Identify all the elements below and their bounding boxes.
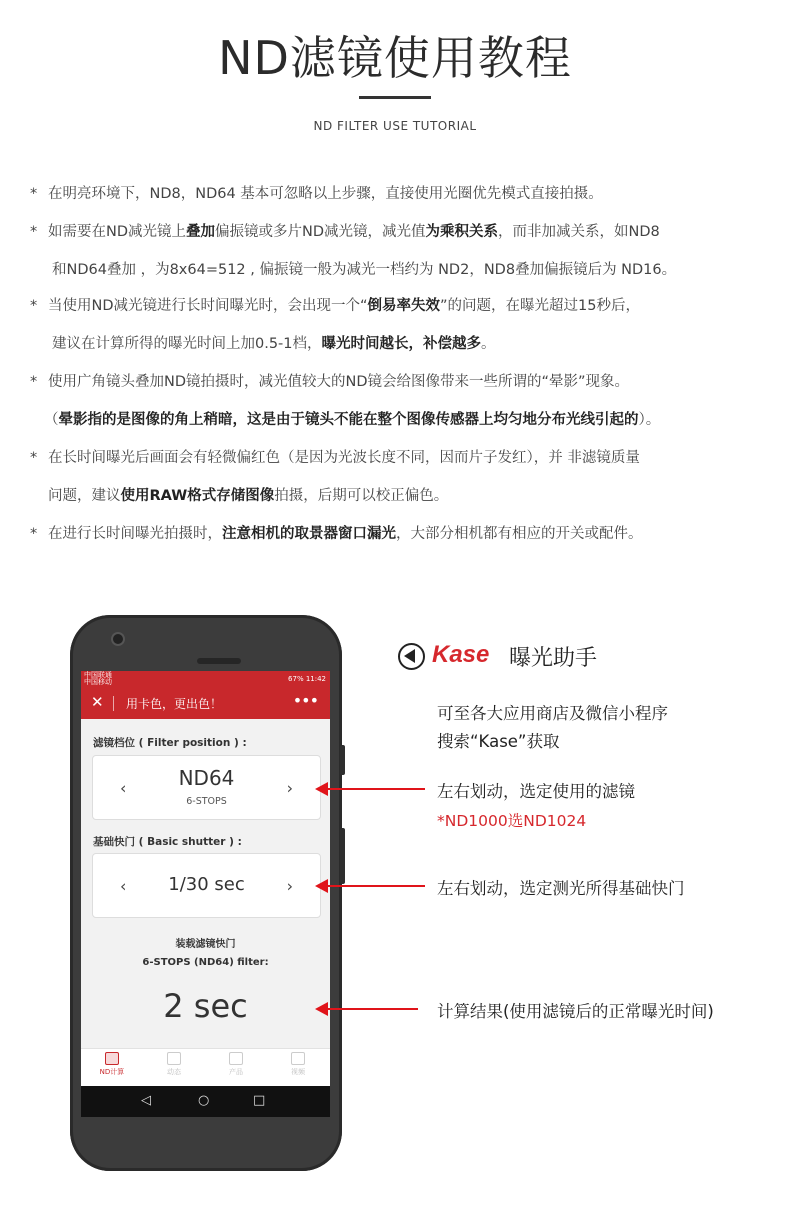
note-text: 在明亮环境下，ND8，ND64 基本可忽略以上步骤，直接使用光圈优先模式直接拍摄。 [48,186,603,202]
title-divider [359,96,431,99]
note-bold: 曝光时间越长，补偿越多 [321,336,482,352]
note-line [52,258,676,279]
note-text: 拍摄，后期可以校正偏色。 [274,488,449,504]
home-icon[interactable]: ○ [198,1093,210,1108]
speaker-grille [197,658,241,664]
availability-text: 可至各大应用商店及微信小程序 [437,704,668,723]
carrier-1: 中国联通 [84,671,112,679]
callout-filter: 左右划动，选定使用的滤镜 [437,782,635,801]
note-line [30,370,629,391]
page-subtitle: ND FILTER USE TUTORIAL [313,119,477,133]
video-icon [291,1052,305,1065]
note-bold: 为乘积关系 [425,224,499,240]
result-title: 装载滤镜快门 [175,939,236,950]
triangle-icon [404,649,415,663]
grid-icon [229,1052,243,1065]
note-line [30,446,640,467]
tab-video[interactable] [267,1052,329,1077]
note-line [52,332,496,353]
filter-selector[interactable] [92,755,321,820]
tab-label: ND计算 [99,1068,125,1076]
callout-filter-note: *ND1000选ND1024 [437,812,587,830]
back-icon[interactable]: ◁ [141,1093,151,1108]
filter-position-label: 滤镜档位 ( Filter position ) : [93,737,247,749]
note-bold: 晕影指的是图像的角上稍暗，这是由于镜头不能在整个图像传感器上均匀地分布光线引起的 [58,412,639,428]
tab-nd-calc[interactable] [81,1052,143,1077]
note-text: 和ND64叠加 ，为8x64=512 , 偏振镜一般为减光一档约为 ND2，ND8叠加偏振镜后为 ND16。 [52,262,677,278]
prev-filter-icon[interactable]: ‹ [120,778,127,797]
note-line [48,484,448,505]
shutter-selector[interactable] [92,853,321,918]
note-bold: 倒易率失效 [367,298,441,314]
phone-screen [81,671,330,1116]
tab-products[interactable] [205,1052,267,1077]
note-text: 偏振镜或多片ND减光镜，减光值 [215,224,426,240]
note-text: ）。 [638,412,661,428]
note-text: 在长时间曝光后画面会有轻微偏红色（是因为光波长度不同，因而片子发红），并 非滤镜质量 [48,450,640,466]
note-bold: 使用RAW格式存储图像 [120,488,275,504]
bullet-star: * [30,224,38,240]
note-bold: 注意相机的取景器窗口漏光 [222,526,396,542]
brand-subtitle: 曝光助手 [509,646,598,671]
note-text: 问题，建议 [48,488,121,504]
bullet-star: * [30,450,38,466]
note-text: 在进行长时间曝光拍摄时， [48,526,222,542]
arrow-filter [327,788,425,790]
page-title: ND滤镜使用教程 [218,31,572,85]
callout-result: 计算结果(使用滤镜后的正常曝光时间) [437,1002,714,1021]
note-text: 建议在计算所得的曝光时间上加0.5-1档， [52,336,322,352]
front-camera-icon [111,632,125,646]
note-text: ”的问题，在曝光超过15秒后， [440,298,640,314]
note-text: ，而非加减关系，如ND8 [498,224,660,240]
power-button [340,828,345,884]
tab-label: 产品 [229,1068,243,1076]
brand-logo-text: Kase [432,641,490,668]
android-nav-bar [81,1086,330,1117]
note-line [30,182,603,203]
more-icon[interactable]: ••• [292,691,318,710]
note-text: （ [44,412,59,428]
note-bold: 叠加 [186,224,216,240]
phone-mockup [70,615,342,1171]
result-filter-desc: 6-STOPS (ND64) filter: [142,957,269,968]
bottom-tab-bar [81,1048,330,1089]
app-header [81,687,330,719]
arrow-shutter [327,885,425,887]
status-bar [81,671,330,687]
tab-label: 视频 [291,1068,305,1076]
note-line [30,220,660,241]
note-text: 使用广角镜头叠加ND镜拍摄时，减光值较大的ND镜会给图像带来一些所谓的“晕影”现象。 [48,374,630,390]
basic-shutter-label: 基础快门 ( Basic shutter ) : [93,836,242,848]
prev-shutter-icon[interactable]: ‹ [120,876,127,895]
tab-label: 动态 [167,1068,181,1076]
arrow-result [327,1008,418,1010]
next-shutter-icon[interactable]: › [286,876,293,895]
next-filter-icon[interactable]: › [286,778,293,797]
header-divider [113,696,114,711]
note-text: ，大部分相机都有相应的开关或配件。 [396,526,643,542]
document-icon [167,1052,181,1065]
app-title: 用卡色，更出色！ [126,697,223,711]
note-line [30,522,643,543]
carrier-2: 中国移动 [84,678,112,686]
bullet-star: * [30,526,38,542]
callout-shutter: 左右划动，选定测光所得基础快门 [437,879,685,898]
tab-news[interactable] [143,1052,205,1077]
note-text: 。 [481,336,496,352]
close-icon[interactable]: ✕ [91,693,104,711]
calculator-icon [105,1052,119,1065]
note-text: 如需要在ND减光镜上 [48,224,187,240]
recents-icon[interactable]: □ [253,1093,266,1108]
search-hint-text: 搜索“Kase”获取 [437,732,560,751]
filter-value: ND64 [178,766,235,790]
result-exposure-time: 2 sec [163,987,248,1025]
shutter-value: 1/30 sec [168,874,245,895]
volume-button [340,745,345,775]
note-line [30,294,640,315]
bullet-star: * [30,374,38,390]
filter-stops: 6-STOPS [186,796,227,807]
bullet-star: * [30,186,38,202]
note-text: 当使用ND减光镜进行长时间曝光时，会出现一个“ [48,298,368,314]
status-time-battery: 67% 11:42 [288,675,326,683]
note-line [44,408,660,429]
bullet-star: * [30,298,38,314]
